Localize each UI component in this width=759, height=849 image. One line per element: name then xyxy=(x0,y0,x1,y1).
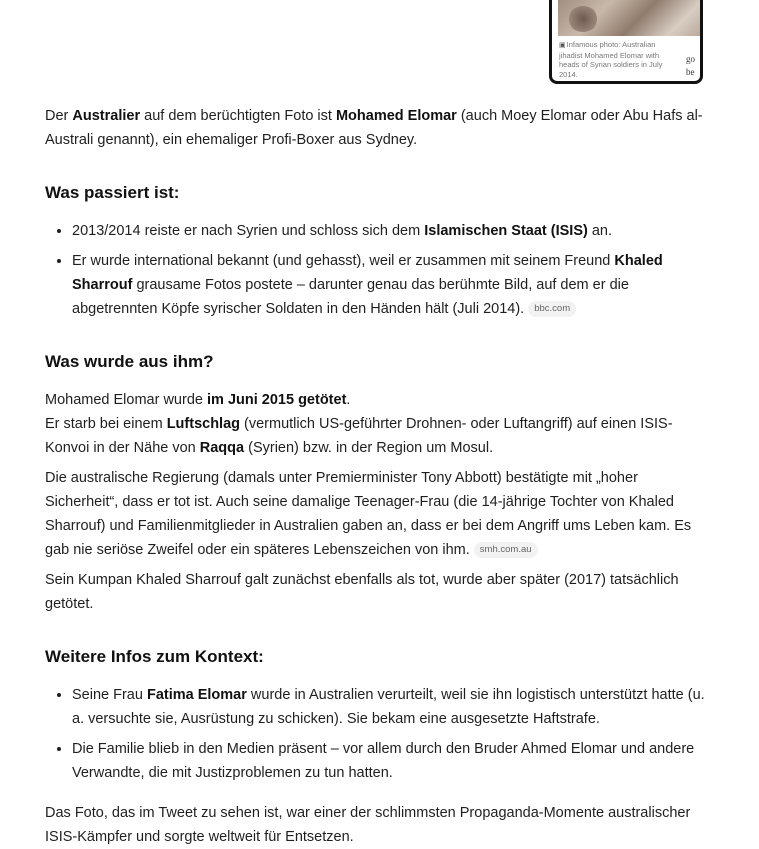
preview-side-line: go xyxy=(686,54,695,64)
sharrouf-paragraph: Sein Kumpan Khaled Sharrouf galt zunächst ebenfalls als tot, wurde aber später (2017) tatsächlich getötet. xyxy=(45,572,679,612)
caption-text: Infamous photo: Australian jihadist Mohamed Elomar with heads of Syrian soldiers in July 2014. xyxy=(559,40,663,79)
context-list xyxy=(45,683,710,785)
response-content xyxy=(45,104,710,849)
section-heading-what-happened: Was passiert ist: xyxy=(45,183,180,202)
preview-side-text xyxy=(686,53,695,79)
closing-paragraph: Das Foto, das im Tweet zu sehen ist, war einer der schlimmsten Propaganda-Momente australischer ISIS-Kämpfer und sorgte weltweit für Entsetzen. xyxy=(45,805,691,845)
section-heading-context: Weitere Infos zum Kontext: xyxy=(45,647,264,666)
list-item: • Er wurde international bekannt (und gehasst), weil er zusammen mit seinem Freund Khaled Sharrouf grausame Fotos postete – darunter genau das berühmte Bild, auf dem er die abgetrennten Köpfe syrischer Soldaten in den Händen hält (Juli 2014). bbc.com xyxy=(72,249,710,321)
source-chip-bbc[interactable]: bbc.com xyxy=(528,301,576,317)
camera-icon: ▣ xyxy=(559,42,566,49)
what-happened-list xyxy=(45,219,710,321)
confirmation-paragraph: Die australische Regierung (damals unter Premierminister Tony Abbott) bestätigte mit „hoher Sicherheit“, dass er tot ist. Auch seine damalige Teenager-Frau (die 14-jährige Tochter von Khaled Sharrouf) und Familienmitglieder in Australien gaben an, dass er bei dem Angriff ums Leben kam. Es gab nie seriöse Zweifel oder ein späteres Lebenszeichen von ihm. smh.com.au xyxy=(45,470,692,558)
article-preview-card[interactable] xyxy=(549,0,703,84)
intro-paragraph: Der Australier auf dem berüchtigten Foto ist Mohamed Elomar (auch Moey Elomar oder Abu Hafs al-Australi genannt), ein ehemaliger Profi-Boxer aus Sydney. xyxy=(45,108,703,148)
section-heading-what-became-of-him: Was wurde aus ihm? xyxy=(45,352,214,371)
article-thumbnail-image[interactable] xyxy=(558,0,703,36)
source-chip-smh[interactable]: smh.com.au xyxy=(474,542,538,558)
list-item: • Die Familie blieb in den Medien präsent – vor allem durch den Bruder Ahmed Elomar und andere Verwandte, die mit Justizproblemen zu tun hatten. xyxy=(72,737,710,785)
death-paragraph: Mohamed Elomar wurde im Juni 2015 getötet. Er starb bei einem Luftschlag (vermutlich US-geführter Drohnen- oder Luftangriff) auf einen ISIS-Konvoi in der Nähe von Raqqa (Syrien) bzw. in der Region um Mosul. xyxy=(45,392,673,456)
preview-side-line: be xyxy=(686,67,695,77)
thumbnail-caption xyxy=(559,40,679,79)
list-item: • 2013/2014 reiste er nach Syrien und schloss sich dem Islamischen Staat (ISIS) an. xyxy=(72,219,710,243)
list-item: • Seine Frau Fatima Elomar wurde in Australien verurteilt, weil sie ihn logistisch unterstützt hatte (u. a. versuchte sie, Ausrüstung zu schicken). Sie bekam eine ausgesetzte Haftstrafe. xyxy=(72,683,710,731)
